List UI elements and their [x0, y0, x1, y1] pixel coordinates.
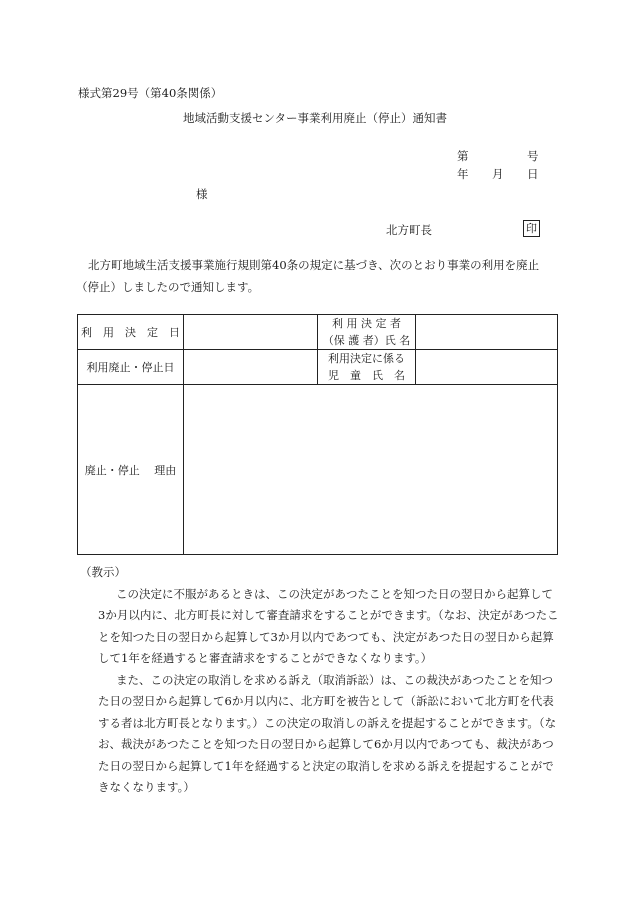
child-label-line1: 利用決定に係る [328, 352, 405, 365]
abolition-date-value [184, 350, 318, 385]
decision-date-label: 利 用 決 定 日 [78, 315, 184, 350]
decider-name-value [416, 315, 558, 350]
number-suffix: 号 [527, 149, 539, 163]
notice-section [80, 562, 560, 799]
notice-heading: （教示） [80, 565, 126, 579]
body-text-line1: 北方町地域生活支援事業施行規則第40条の規定に基づき、次のとおり事業の利用を廃止 [88, 258, 540, 272]
date-month: 月 [492, 167, 504, 181]
date-day: 日 [527, 167, 539, 181]
notice-paragraph-2: また、この決定の取消しを求める訴え（取消訴訟）は、この裁決があつたことを知つた日の翌日から起算して6か月以内に、北方町を被告として（訴訟において北方町を代表する者は北方町長となります。）この決定の取消しの訴えを提起することができます。（なお、裁決があつたことを知つた日の翌日から起算して6か月以内であつても、裁決があつた日の翌日から起算して1年を経過すると決定の取消しを求める訴えを提起することができなくなります。） [98, 672, 557, 794]
number-prefix: 第 [457, 149, 469, 163]
document-title: 地域活動支援センター事業利用廃止（停止）通知書 [183, 111, 448, 125]
recipient-suffix: 様 [196, 187, 208, 201]
issuer-name: 北方町長 [386, 223, 432, 237]
table-row [78, 315, 558, 350]
seal-mark: 印 [523, 220, 540, 237]
child-name-value [416, 350, 558, 385]
child-label-line2: 児 童 氏 名 [328, 369, 405, 382]
decision-date-value [184, 315, 318, 350]
decider-label-line1: 利 用 決 定 者 [332, 317, 401, 330]
table-row [78, 350, 558, 385]
decider-name-label [318, 315, 416, 350]
form-number: 様式第29号（第40条関係） [78, 86, 223, 100]
reason-value [184, 385, 558, 555]
notice-paragraph-1: この決定に不服があるときは、この決定があつたことを知つた日の翌日から起算して3か月以内に、北方町長に対して審査請求をすることができます。（なお、決定があつたことを知つた日の翌日から起算して3か月以内であつても、決定があつた日の翌日から起算して1年を経過すると審査請求をすることができなくなります。） [98, 586, 559, 665]
table-row [78, 385, 558, 555]
abolition-date-label: 利用廃止・停止日 [78, 350, 184, 385]
body-text-line2: （停止）しましたので通知します。 [76, 280, 260, 294]
decider-label-line2: （保 護 者）氏 名 [322, 334, 411, 347]
notice-form-table [77, 314, 558, 555]
date-year: 年 [457, 167, 469, 181]
reason-label: 廃止・停止 理由 [78, 385, 184, 555]
child-name-label [318, 350, 416, 385]
